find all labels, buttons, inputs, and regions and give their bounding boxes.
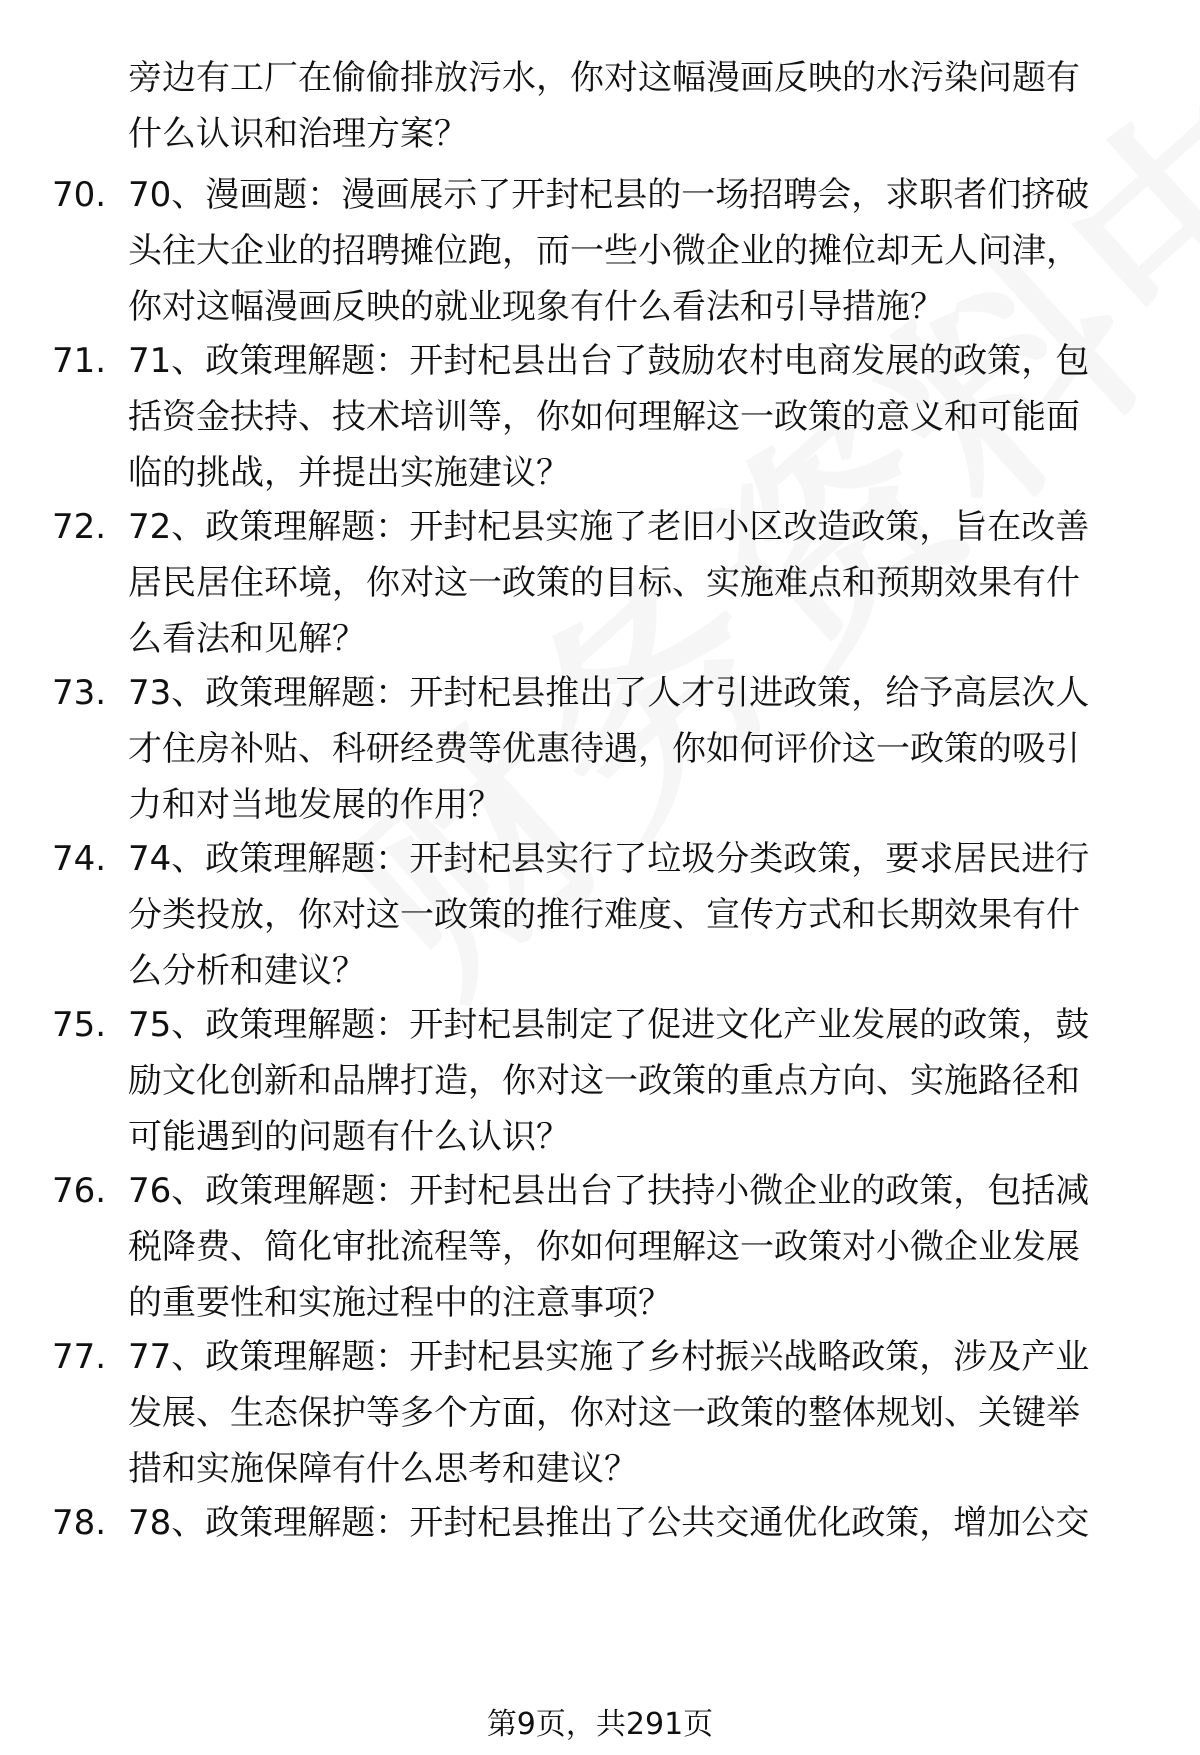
text-line: 力和对当地发展的作用？ [128,785,502,825]
text-line: 头往大企业的招聘摊位跑，而一些小微企业的摊位却无人问津， [128,231,1080,271]
text-line: 77、政策理解题：开封杞县实施了乡村振兴战略政策，涉及产业 [128,1337,1090,1377]
question-number: 72. [52,507,107,547]
question-text [128,665,1148,833]
question-text [128,1163,1148,1331]
question-text [128,997,1148,1165]
question-text [128,499,1148,667]
text-line: 78、政策理解题：开封杞县推出了公共交通优化政策，增加公交 [128,1503,1090,1543]
text-line: 分类投放，你对这一政策的推行难度、宣传方式和长期效果有什 [128,895,1080,935]
question-number: 75. [52,1005,107,1045]
question-text [128,333,1148,501]
question-text [128,1329,1148,1497]
question-number: 78. [52,1503,107,1543]
text-line: 发展、生态保护等多个方面，你对这一政策的整体规划、关键举 [128,1393,1080,1433]
question-number: 74. [52,839,107,879]
text-line: 励文化创新和品牌打造，你对这一政策的重点方向、实施路径和 [128,1061,1080,1101]
text-line: 什么认识和治理方案？ [128,114,468,154]
text-line: 75、政策理解题：开封杞县制定了促进文化产业发展的政策，鼓 [128,1005,1090,1045]
question-number: 76. [52,1171,107,1211]
text-line: 措和实施保障有什么思考和建议？ [128,1449,638,1489]
text-line: 旁边有工厂在偷偷排放污水，你对这幅漫画反映的水污染问题有 [128,58,1080,98]
text-line: 括资金扶持、技术培训等，你如何理解这一政策的意义和可能面 [128,397,1080,437]
page-footer: 第9页，共291页 [486,1707,714,1742]
question-text [128,1495,1148,1551]
text-line: 74、政策理解题：开封杞县实行了垃圾分类政策，要求居民进行 [128,839,1090,879]
text-line: 的重要性和实施过程中的注意事项？ [128,1283,672,1323]
question-text [128,831,1148,999]
text-line: 可能遇到的问题有什么认识？ [128,1117,570,1157]
question-number: 71. [52,341,107,381]
question-number: 73. [52,673,107,713]
text-line: 76、政策理解题：开封杞县出台了扶持小微企业的政策，包括减 [128,1171,1090,1211]
text-line: 71、政策理解题：开封杞县出台了鼓励农村电商发展的政策，包 [128,341,1090,381]
text-line: 税降费、简化审批流程等，你如何理解这一政策对小微企业发展 [128,1227,1080,1267]
text-line: 临的挑战，并提出实施建议？ [128,453,570,493]
question-number: 77. [52,1337,107,1377]
text-line: 么看法和见解？ [128,619,366,659]
text-line: 才住房补贴、科研经费等优惠待遇，你如何评价这一政策的吸引 [128,729,1080,769]
text-line: 72、政策理解题：开封杞县实施了老旧小区改造政策，旨在改善 [128,507,1090,547]
question-text [128,50,1148,162]
question-number: 70. [52,175,107,215]
text-line: 你对这幅漫画反映的就业现象有什么看法和引导措施？ [128,287,944,327]
text-line: 居民居住环境，你对这一政策的目标、实施难点和预期效果有什 [128,563,1080,603]
question-text [128,167,1148,335]
text-line: 70、漫画题：漫画展示了开封杞县的一场招聘会，求职者们挤破 [128,175,1090,215]
text-line: 么分析和建议？ [128,951,366,991]
text-line: 73、政策理解题：开封杞县推出了人才引进政策，给予高层次人 [128,673,1090,713]
